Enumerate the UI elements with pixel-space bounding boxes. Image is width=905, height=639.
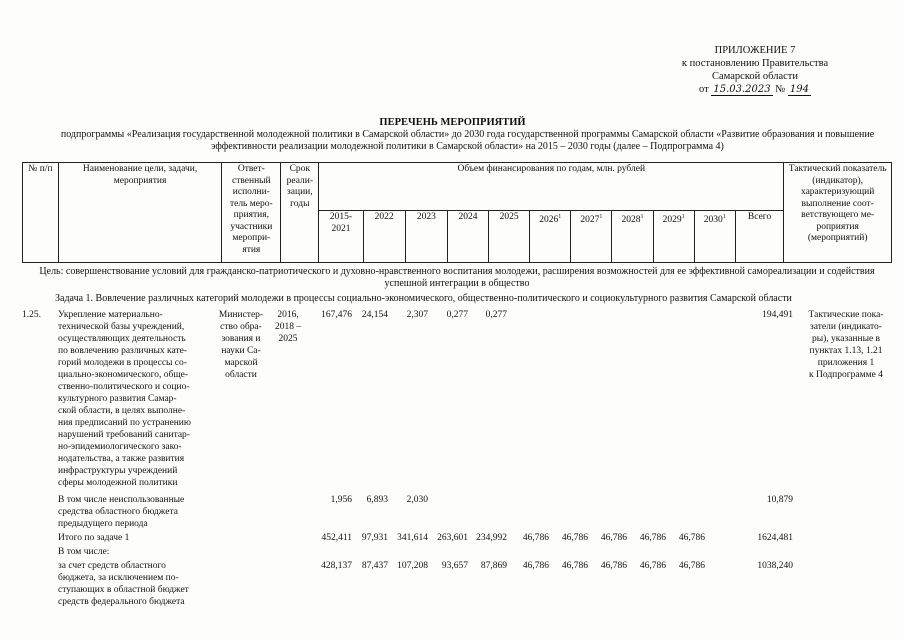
header-indicator: Тактический показатель (индикатор), характеризующий выполнение соот-ветствующего ме-роприятия (мероприятий) [784, 163, 892, 263]
value-cell: 46,786 [639, 533, 666, 543]
header-no: № п/п [23, 163, 59, 263]
value-cell: 46,786 [561, 561, 588, 571]
value-cell-total: 194,491 [762, 310, 793, 320]
value-cell-total: 1038,240 [757, 561, 793, 571]
value-cell: 46,786 [678, 561, 705, 571]
row-number: 1.25. [22, 310, 41, 320]
document-title: ПЕРЕЧЕНЬ МЕРОПРИЯТИЙ [379, 117, 526, 128]
value-cell: 46,786 [600, 533, 627, 543]
value-cell: 2,307 [406, 310, 428, 320]
year-header: 2025 [489, 211, 530, 263]
task-text: Задача 1. Вовлечение различных категорий молодежи в процессы социально-экономического, общественно-политического и социокультурного развития Самарской области [55, 293, 792, 304]
value-cell: 167,476 [321, 310, 352, 320]
value-cell: 93,657 [441, 561, 468, 571]
goal-text: Цель: совершенствование условий для гражданско-патриотического и духовно-нравственного воспитания молодежи, расширения возможностей для ее эффективной самореализации и содействия успешной интеграции в общество [39, 266, 875, 289]
appendix-line3: Самарской области [712, 71, 798, 82]
value-cell: 46,786 [561, 533, 588, 543]
header-table [22, 162, 892, 263]
year-header: 2026$^1$ [530, 211, 571, 263]
row-term: 2016, 2018 – 2025 [274, 310, 302, 344]
appendix-number: 194 [789, 84, 809, 95]
value-cell: 6,893 [366, 495, 388, 505]
value-cell: 0,277 [446, 310, 468, 320]
value-cell-total: 10,879 [766, 495, 793, 505]
value-cell: 2,030 [406, 495, 428, 505]
year-header: 2015-2021 [319, 211, 363, 263]
row-unused-name: В том числе неиспользованные средства областного бюджета предыдущего периода [58, 495, 185, 529]
header-funding: Объем финансирования по годам, млн. рублей [319, 163, 784, 211]
value-cell: 234,992 [476, 533, 507, 543]
value-cell: 46,786 [639, 561, 666, 571]
row-regional-name: за счет средств областного бюджета, за исключением по- ступающих в областной бюджет средств федерального бюджета [58, 561, 189, 607]
header-executor: Ответ-ственный исполни-тель меро-приятия, участники меропри-ятия [222, 163, 281, 263]
year-header: 2023 [405, 211, 447, 263]
appendix-date-line [640, 83, 870, 96]
value-cell: 97,931 [361, 533, 388, 543]
year-header: 2027$^1$ [571, 211, 612, 263]
appendix-date: 15.03.2023 [713, 84, 771, 95]
value-cell: 46,786 [522, 533, 549, 543]
year-header-total: Всего [735, 211, 784, 263]
row-activity-name: Укрепление материально- технической базы учреждений, осуществляющих деятельность по вовлечению различных кате- горий молодежи в процессы со- циально-экономического, обще- ственно-политического и социо- культурного развития Самар- ской области, в целях выполне- ния предписаний по устранению нарушений требований санитар- но-эпидемиологического зако- нодательства, а также развития инфраструктуры учреждений сферы молодежной политики [58, 310, 191, 488]
value-cell: 107,208 [397, 561, 428, 571]
value-cell: 263,601 [437, 533, 468, 543]
value-cell: 87,437 [361, 561, 388, 571]
year-header: 2028$^1$ [612, 211, 653, 263]
value-cell: 46,786 [522, 561, 549, 571]
value-cell: 452,411 [321, 533, 352, 543]
appendix-from: от [699, 84, 709, 95]
appendix-block [640, 44, 870, 96]
appendix-line2: к постановлению Правительства [681, 58, 829, 69]
header-name: Наименование цели, задачи, мероприятия [58, 163, 221, 263]
value-cell: 0,277 [485, 310, 507, 320]
year-header: 2030$^1$ [694, 211, 735, 263]
row-total-name: Итого по задаче 1 [58, 533, 130, 543]
row-indicator: Тактические пока- затели (индикато- ры), указанные в пунктах 1.13, 1.21 приложения 1 к Подпрограмме 4 [808, 310, 884, 380]
value-cell: 46,786 [600, 561, 627, 571]
value-cell: 24,154 [361, 310, 388, 320]
year-header: 2029$^1$ [653, 211, 694, 263]
year-header: 2024 [447, 211, 488, 263]
header-term: Срок реали-зации, годы [281, 163, 319, 263]
value-cell: 1,956 [330, 495, 352, 505]
value-cell: 46,786 [678, 533, 705, 543]
row-executor: Министер- ство обра- зования и науки Са- марской области [218, 310, 264, 380]
appendix-no-label: № [775, 84, 786, 95]
value-cell: 87,869 [480, 561, 507, 571]
document-subtitle: подпрограммы «Реализация государственной молодежной политики в Самарской области» до 2030 года государственной программы Самарской области «Развитие образования и повышение эффективности реализации молодежной политики в Самарской области» на 2015 – 2030 годы (далее – Подпрограмма 4) [60, 129, 875, 152]
value-cell: 428,137 [321, 561, 352, 571]
year-header: 2022 [363, 211, 405, 263]
value-cell: 341,614 [397, 533, 428, 543]
value-cell-total: 1624,481 [757, 533, 793, 543]
row-including-label: В том числе: [58, 547, 110, 557]
appendix-title: ПРИЛОЖЕНИЕ 7 [714, 45, 796, 56]
